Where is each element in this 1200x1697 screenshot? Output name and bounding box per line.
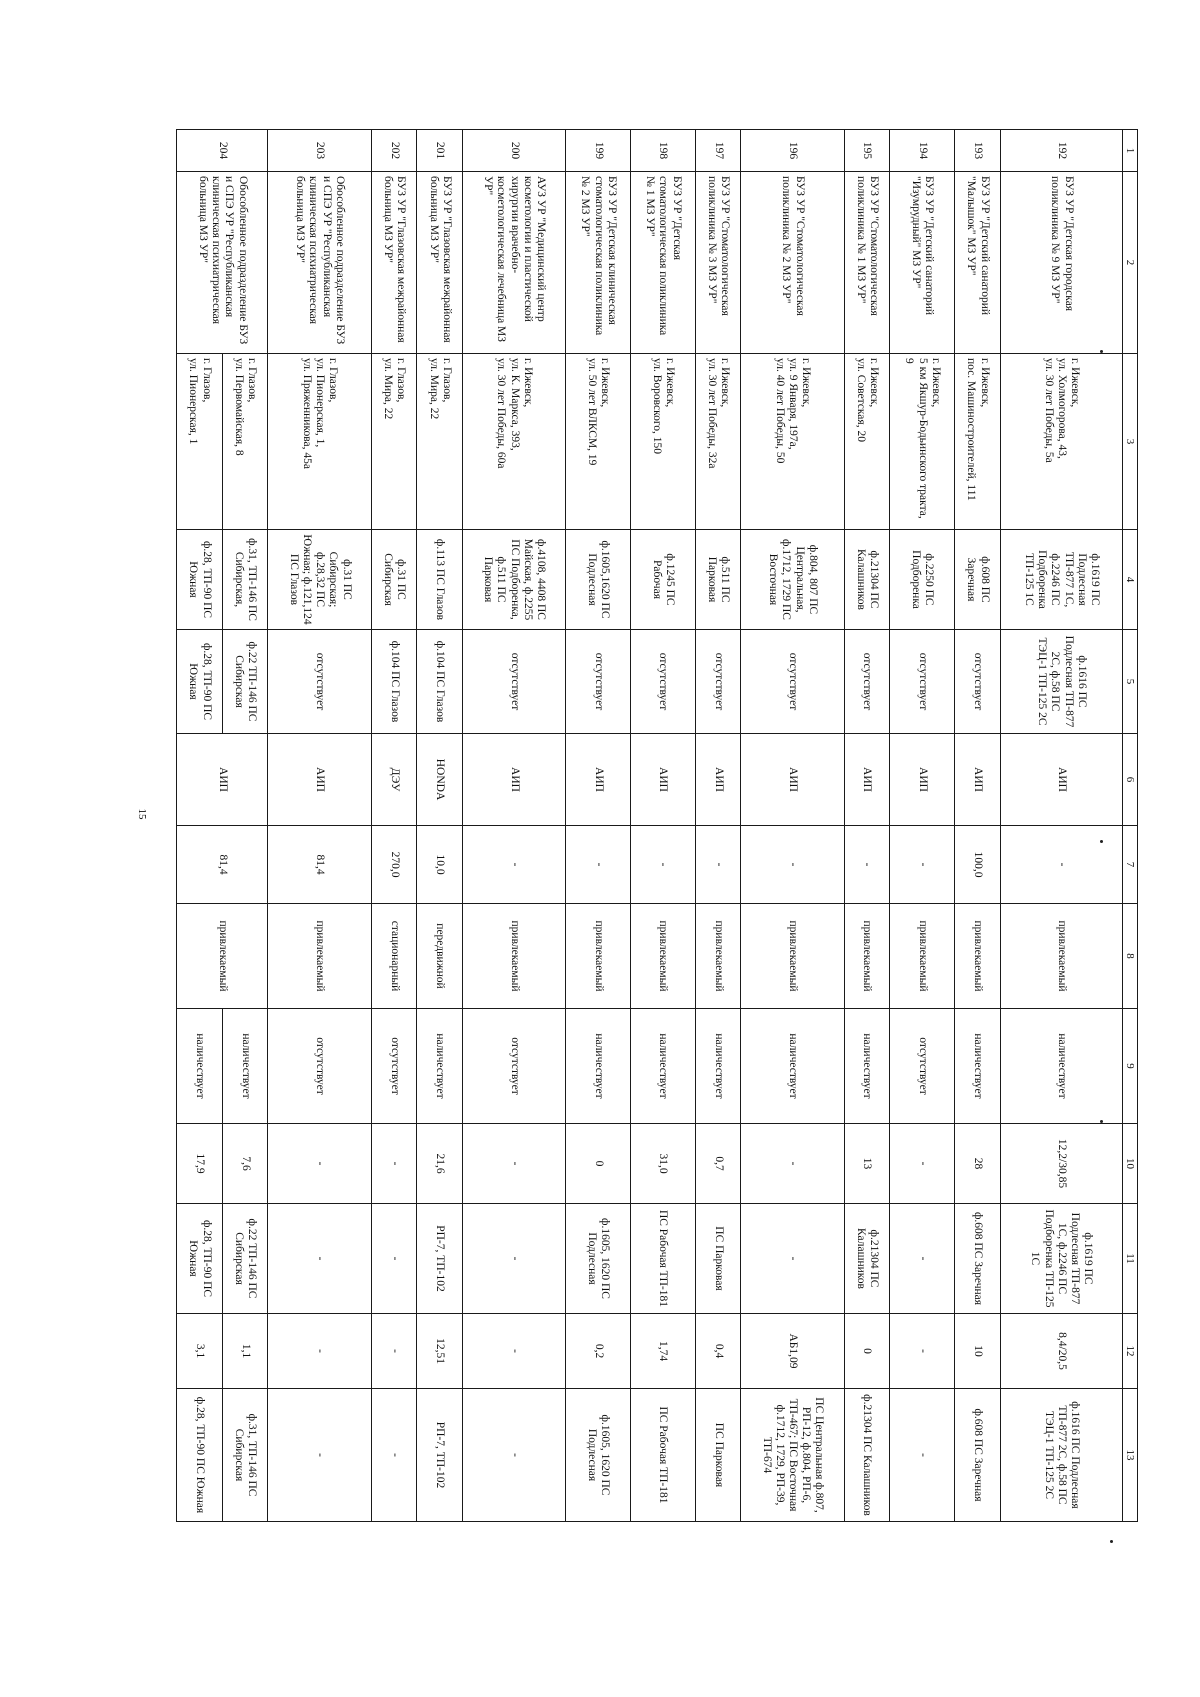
power-source-1: ф.31, ТП-146 ПС Сибирская, — [222, 530, 268, 630]
table-row — [741, 130, 844, 1522]
power-source-1: ф.31 ПС Сибирская — [371, 530, 417, 630]
load-1: - — [741, 1124, 844, 1204]
feeder-2: РП-7, ТП-102 — [417, 1389, 463, 1522]
table-row — [954, 130, 1000, 1522]
address: г. Ижевск, ул. Холмогорова, 43, ул. 30 лет Победы, 5а — [1000, 354, 1122, 530]
table-row — [462, 130, 565, 1522]
load-1: 12,2/30,85 — [1000, 1124, 1122, 1204]
power-source-2: отсутствует — [844, 630, 890, 734]
generator-kind: стационарный — [371, 904, 417, 1009]
data-table — [176, 129, 1138, 1522]
address: г. Ижевск, ул. Советская, 20 — [844, 354, 890, 530]
address: г. Ижевск, ул. 30 лет Победы, 32а — [695, 354, 741, 530]
feeder-1: - — [462, 1204, 565, 1314]
load-2: - — [268, 1314, 371, 1389]
scan-speck — [1100, 840, 1103, 843]
power-source-1: ф.4108, 4408 ПС Майская, ф.2255 ПС Подборенка, ф.511 ПС Парковая — [462, 530, 565, 630]
power-source-1: ф.21304 ПС Калашников — [844, 530, 890, 630]
generator-type: АИП — [695, 734, 741, 826]
feeder-1: - — [741, 1204, 844, 1314]
table-row — [371, 130, 417, 1522]
load-1: - — [268, 1124, 371, 1204]
organization-name: БУЗ УР "Детский санаторий "Малышок" МЗ УР" — [954, 172, 1000, 354]
load-2: 1,1 — [222, 1314, 268, 1389]
generator-type: АИП — [1000, 734, 1122, 826]
connection-availability: наличествует — [566, 1009, 631, 1124]
generator-power: 270,0 — [371, 826, 417, 904]
load-1: 17,9 — [177, 1124, 223, 1204]
generator-kind: привлекаемый — [954, 904, 1000, 1009]
connection-availability: наличествует — [1000, 1009, 1122, 1124]
address: г. Ижевск, 5 км Якшур-Бодьинского тракта, 9 — [890, 354, 955, 530]
power-source-1: ф.1619 ПС Подлесная ТП-877 1С, ф.2246 ПС Подборенка ТП-125 1С — [1000, 530, 1122, 630]
row-number: 196 — [741, 130, 844, 172]
table-row — [222, 130, 268, 1522]
address: г. Ижевск, ул. К. Маркса, 393, ул. 30 лет Победы, 60а — [462, 354, 565, 530]
generator-power: - — [695, 826, 741, 904]
table-row — [890, 130, 955, 1522]
load-2: АБ1,09 — [741, 1314, 844, 1389]
load-2: - — [371, 1314, 417, 1389]
generator-type: АИП — [741, 734, 844, 826]
connection-availability: наличествует — [741, 1009, 844, 1124]
load-1: 31,0 — [630, 1124, 695, 1204]
generator-type: HONDA — [417, 734, 463, 826]
feeder-2: - — [462, 1389, 565, 1522]
generator-power: 10,0 — [417, 826, 463, 904]
column-header-3: 3 — [1123, 354, 1138, 530]
generator-type: АИП — [177, 734, 268, 826]
page-number: 15 — [136, 808, 148, 820]
load-2: 10 — [954, 1314, 1000, 1389]
load-2: - — [890, 1314, 955, 1389]
feeder-2: ПС Центральная ф.807, РП-12, ф.804, РП-6, ТП-467; ПС Восточная ф.1712, 1729, РП-39, ТП-674 — [741, 1389, 844, 1522]
connection-availability: наличествует — [222, 1009, 268, 1124]
row-number: 194 — [890, 130, 955, 172]
power-source-2: отсутствует — [630, 630, 695, 734]
feeder-1: - — [371, 1204, 417, 1314]
feeder-2: ф.31, ТП-146 ПС Сибирская — [222, 1389, 268, 1522]
generator-type: АИП — [268, 734, 371, 826]
generator-kind: привлекаемый — [741, 904, 844, 1009]
scan-speck — [1100, 350, 1103, 353]
generator-kind: передвижной — [417, 904, 463, 1009]
feeder-2: ПС Парковая — [695, 1389, 741, 1522]
feeder-1: РП-7, ТП-102 — [417, 1204, 463, 1314]
generator-kind: привлекаемый — [268, 904, 371, 1009]
address: г. Глазов, ул. Мира, 22 — [371, 354, 417, 530]
row-number: 197 — [695, 130, 741, 172]
generator-power: - — [566, 826, 631, 904]
generator-kind: привлекаемый — [177, 904, 268, 1009]
address: г. Ижевск, ул. 9 Января, 197а, ул. 40 лет Победы, 50 — [741, 354, 844, 530]
organization-name: БУЗ УР "Стоматологическая поликлиника № 1 МЗ УР" — [844, 172, 890, 354]
connection-availability: отсутствует — [268, 1009, 371, 1124]
generator-power: - — [1000, 826, 1122, 904]
feeder-1: ф.1605, 1620 ПС Подлесная — [566, 1204, 631, 1314]
power-source-1: ф.2250 ПС Подборенка — [890, 530, 955, 630]
load-1: 13 — [844, 1124, 890, 1204]
power-source-1: ф.31 ПС Сибирская; ф.28,32 ПС Южная; ф.121,124 ПС Глазов — [268, 530, 371, 630]
column-header-5: 5 — [1123, 630, 1138, 734]
organization-name: Обособленное подразделение БУЗ и СПЭ УР "Республиканская клиническая психиатрическая больница МЗ УР" — [268, 172, 371, 354]
table-row — [844, 130, 890, 1522]
organization-name: БУЗ УР "Глазовская межрайонная больница МЗ УР" — [371, 172, 417, 354]
feeder-1: ф.28, ТП-90 ПС Южная — [177, 1204, 223, 1314]
table-row — [417, 130, 463, 1522]
organization-name: БУЗ УР "Детская стоматологическая поликлиника № 1 МЗ УР" — [630, 172, 695, 354]
generator-power: - — [844, 826, 890, 904]
load-2: 0,4 — [695, 1314, 741, 1389]
organization-name: БУЗ УР "Стоматологическая поликлиника № 3 МЗ УР" — [695, 172, 741, 354]
connection-availability: наличествует — [630, 1009, 695, 1124]
power-source-2: ф.1616 ПС Подлесная ТП-877 2С, ф.58 ПС ТЭЦ-1 ТП-125 2С — [1000, 630, 1122, 734]
connection-availability: наличествует — [954, 1009, 1000, 1124]
generator-type: ДЭУ — [371, 734, 417, 826]
scan-speck — [1110, 1540, 1113, 1543]
power-source-2: ф.104 ПС Глазов — [371, 630, 417, 734]
address: г. Ижевск, ул. 50 лет ВЛКСМ, 19 — [566, 354, 631, 530]
row-number: 204 — [177, 130, 268, 172]
power-source-1: ф.28, ТП-90 ПС Южная — [177, 530, 223, 630]
feeder-1: - — [268, 1204, 371, 1314]
table-row — [630, 130, 695, 1522]
table-row — [695, 130, 741, 1522]
generator-kind: привлекаемый — [630, 904, 695, 1009]
feeder-2: - — [371, 1389, 417, 1522]
connection-availability: наличествует — [177, 1009, 223, 1124]
generator-kind: привлекаемый — [844, 904, 890, 1009]
feeder-1: - — [890, 1204, 955, 1314]
generator-power: 81,4 — [177, 826, 268, 904]
generator-kind: привлекаемый — [566, 904, 631, 1009]
generator-type: АИП — [630, 734, 695, 826]
address: г. Глазов, ул. Мира, 22 — [417, 354, 463, 530]
power-source-2: отсутствует — [741, 630, 844, 734]
generator-type: АИП — [566, 734, 631, 826]
generator-power: - — [630, 826, 695, 904]
power-source-1: ф.1605,1620 ПС Подлесная — [566, 530, 631, 630]
load-2: 0,2 — [566, 1314, 631, 1389]
organization-name: БУЗ УР "Глазовская межрайонная больница МЗ УР" — [417, 172, 463, 354]
feeder-2: - — [890, 1389, 955, 1522]
feeder-2: - — [268, 1389, 371, 1522]
row-number: 201 — [417, 130, 463, 172]
row-number: 199 — [566, 130, 631, 172]
load-1: 7,6 — [222, 1124, 268, 1204]
column-header-9: 9 — [1123, 1009, 1138, 1124]
feeder-2: ф.608 ПС Заречная — [954, 1389, 1000, 1522]
generator-kind: привлекаемый — [1000, 904, 1122, 1009]
column-header-6: 6 — [1123, 734, 1138, 826]
address: г. Глазов, ул. Пионерская, 1 — [177, 354, 223, 530]
power-source-2: ф.28, ТП-90 ПС Южная — [177, 630, 223, 734]
header-row — [1123, 130, 1138, 1522]
generator-kind: привлекаемый — [462, 904, 565, 1009]
power-source-2: ф.104 ПС Глазов — [417, 630, 463, 734]
power-source-2: отсутствует — [566, 630, 631, 734]
feeder-1: ф.22 ТП-146 ПС Сибирская — [222, 1204, 268, 1314]
row-number: 193 — [954, 130, 1000, 172]
load-2: 1,74 — [630, 1314, 695, 1389]
load-1: 21,6 — [417, 1124, 463, 1204]
connection-availability: наличествует — [417, 1009, 463, 1124]
connection-availability: наличествует — [844, 1009, 890, 1124]
feeder-1: ф.21304 ПС Калашников — [844, 1204, 890, 1314]
power-source-2: ф.22 ТП-146 ПС Сибирская — [222, 630, 268, 734]
load-2: 12,51 — [417, 1314, 463, 1389]
table-row — [1000, 130, 1122, 1522]
load-1: - — [890, 1124, 955, 1204]
load-2: 8,4/20,5 — [1000, 1314, 1122, 1389]
feeder-1: ф.1619 ПС Подлесная ТП-877 1С, ф.2246 ПС Подборенка ТП-125 1С — [1000, 1204, 1122, 1314]
power-source-2: отсутствует — [954, 630, 1000, 734]
power-source-1: ф.1245 ПС Рабочая — [630, 530, 695, 630]
organization-name: БУЗ УР "Детский санаторий "Изумрудный" МЗ УР" — [890, 172, 955, 354]
generator-type: АИП — [844, 734, 890, 826]
row-number: 202 — [371, 130, 417, 172]
connection-availability: отсутствует — [371, 1009, 417, 1124]
load-2: 0 — [844, 1314, 890, 1389]
feeder-1: ПС Рабочая ТП-181 — [630, 1204, 695, 1314]
load-1: - — [462, 1124, 565, 1204]
organization-name: Обособленное подразделение БУЗ и СПЭ УР "Республиканская клиническая психиатрическая больница МЗ УР" — [177, 172, 268, 354]
column-header-10: 10 — [1123, 1124, 1138, 1204]
feeder-2: ф.1616 ПС Подлесная ТП-877 2С, ф.58 ПС ТЭЦ-1 ТП-125 2С — [1000, 1389, 1122, 1522]
generator-power: - — [741, 826, 844, 904]
address: г. Ижевск, ул. Воровского, 150 — [630, 354, 695, 530]
organization-name: БУЗ УР "Детская городская поликлиника № 9 МЗ УР" — [1000, 172, 1122, 354]
address: г. Глазов, ул. Пионерская, 1, ул. Пряженникова, 45а — [268, 354, 371, 530]
generator-kind: привлекаемый — [890, 904, 955, 1009]
row-number: 203 — [268, 130, 371, 172]
generator-power: 100,0 — [954, 826, 1000, 904]
power-source-2: отсутствует — [462, 630, 565, 734]
organization-name: БУЗ УР "Детская клиническая стоматологическая поликлиника № 2 МЗ УР" — [566, 172, 631, 354]
rotated-table-sheet — [176, 129, 1138, 1521]
column-header-7: 7 — [1123, 826, 1138, 904]
generator-power: 81,4 — [268, 826, 371, 904]
column-header-12: 12 — [1123, 1314, 1138, 1389]
power-source-1: ф.608 ПС Заречная — [954, 530, 1000, 630]
feeder-2: ф.21304 ПС Калашников — [844, 1389, 890, 1522]
organization-name: БУЗ УР "Стоматологическая поликлиника № 2 МЗ УР" — [741, 172, 844, 354]
load-1: 0,7 — [695, 1124, 741, 1204]
power-source-1: ф.511 ПС Парковая — [695, 530, 741, 630]
load-1: - — [371, 1124, 417, 1204]
load-2: - — [462, 1314, 565, 1389]
load-1: 28 — [954, 1124, 1000, 1204]
generator-type: АИП — [890, 734, 955, 826]
column-header-4: 4 — [1123, 530, 1138, 630]
column-header-11: 11 — [1123, 1204, 1138, 1314]
connection-availability: наличествует — [695, 1009, 741, 1124]
column-header-2: 2 — [1123, 172, 1138, 354]
feeder-2: ф.28, ТП-90 ПС Южная — [177, 1389, 223, 1522]
feeder-2: ф.1605, 1620 ПС Подлесная — [566, 1389, 631, 1522]
column-header-1: 1 — [1123, 130, 1138, 172]
generator-type: АИП — [462, 734, 565, 826]
column-header-8: 8 — [1123, 904, 1138, 1009]
table-row — [268, 130, 371, 1522]
power-source-2: отсутствует — [890, 630, 955, 734]
feeder-1: ПС Парковая — [695, 1204, 741, 1314]
load-2: 3,1 — [177, 1314, 223, 1389]
row-number: 195 — [844, 130, 890, 172]
power-source-2: отсутствует — [695, 630, 741, 734]
row-number: 200 — [462, 130, 565, 172]
generator-power: - — [462, 826, 565, 904]
load-1: 0 — [566, 1124, 631, 1204]
address: г. Ижевск, пос. Машиностроителей, 111 — [954, 354, 1000, 530]
scan-speck — [1100, 1120, 1103, 1123]
address: г. Глазов, ул. Первомайская, 8 — [222, 354, 268, 530]
generator-kind: привлекаемый — [695, 904, 741, 1009]
generator-power: - — [890, 826, 955, 904]
column-header-13: 13 — [1123, 1389, 1138, 1522]
power-source-1: ф.113 ПС Глазов — [417, 530, 463, 630]
row-number: 198 — [630, 130, 695, 172]
organization-name: АУЗ УР "Медицинский центр косметологии и пластической хирургии врачебно-косметологическая лечебница МЗ УР" — [462, 172, 565, 354]
power-source-1: ф.804, 807 ПС Центральная, ф.1712, 1729 ПС Восточная — [741, 530, 844, 630]
connection-availability: отсутствует — [890, 1009, 955, 1124]
row-number: 192 — [1000, 130, 1122, 172]
table-row — [566, 130, 631, 1522]
feeder-2: ПС Рабочая ТП-181 — [630, 1389, 695, 1522]
feeder-1: ф.608 ПС Заречная — [954, 1204, 1000, 1314]
table-body — [177, 130, 1123, 1522]
power-source-2: отсутствует — [268, 630, 371, 734]
generator-type: АИП — [954, 734, 1000, 826]
connection-availability: отсутствует — [462, 1009, 565, 1124]
